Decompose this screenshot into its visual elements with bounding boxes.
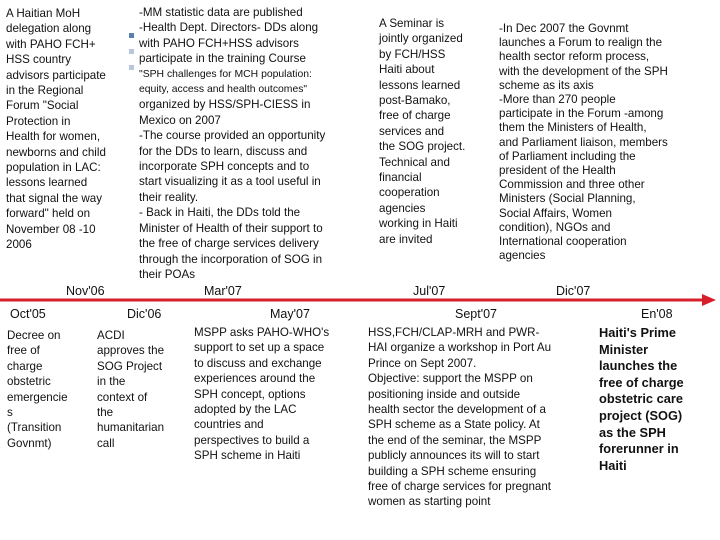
event-dic07: -In Dec 2007 the Govnmt launches a Forum to realign the health sector reform process, with the development of the SPH scheme as its axis -More than 270 people participate in the Forum -among them the Ministers of Health, and Parliament liaison, members of Parliament including the president of the Health Commission and three other Ministers (Social Planning, Social Affairs, Women condition), NGOs and International cooperation agencies (499, 22, 668, 263)
event-sept07: HSS,FCH/CLAP-MRH and PWR- HAI organize a workshop in Port Au Prince on Sept 2007. Objective: support the MSPP on positioning inside and outside health sector the development of a SPH scheme as a State policy. At the end of the seminar, the MSPP publicly announces its will to start building a SPH scheme ensuring free of charge services for pregnant women as starting point (368, 326, 552, 509)
event-en08: Haiti's Prime Minister launches the free of charge obstetric care project (SOG) as the SPH forerunner in Haiti (599, 325, 684, 473)
date-en08: En'08 (641, 307, 673, 321)
date-jul07: Jul'07 (413, 284, 446, 298)
date-dic07: Dic'07 (556, 284, 591, 298)
event-may07: MSPP asks PAHO-WHO's support to set up a space to discuss and exchange experiences around the SPH concept, options adopted by the LAC countries and perspectives to build a SPH scheme in Haiti (194, 326, 330, 463)
date-sept07: Sept'07 (455, 307, 498, 321)
bullet-icon (129, 33, 134, 38)
date-mar07: Mar'07 (204, 284, 242, 298)
event-mar07-part-a: -MM statistic data are published -Health Dept. Directors- DDs along with PAHO FCH+HSS advisors participate in the training Course (139, 6, 319, 66)
arrow-head-icon (702, 294, 716, 306)
bullet-icon (129, 49, 134, 54)
bullet-icon (129, 65, 134, 70)
date-oct05: Oct'05 (10, 307, 46, 321)
event-mar07-part-b: "SPH challenges for MCH population: equity, access and health outcomes" (139, 68, 312, 96)
date-may07: May'07 (270, 307, 310, 321)
event-mar07 (139, 5, 354, 282)
date-dic06: Dic'06 (127, 307, 162, 321)
event-jul07: A Seminar is jointly organized by FCH/HSS Haiti about lessons learned post-Bamako, free of charge services and the SOG project. Technical and financial cooperation agencies working in Haiti are invited (379, 17, 466, 246)
timeline-arrow (0, 294, 720, 306)
event-mar07-part-c: organized by HSS/SPH-CIESS in Mexico on 2007 -The course provided an opportunity for the DDs to learn, discuss and incorporate SPH concepts and to start visualizing it as a tool useful in their reality. - Back in Haiti, the DDs told the Minister of Health of their support to the free of charge services delivery through the incorporation of SOG in their POAs (139, 98, 326, 281)
event-dic06: ACDI approves the SOG Project in the context of the humanitarian call (97, 329, 165, 450)
date-nov06: Nov'06 (66, 284, 105, 298)
event-oct05: Decree on free of charge obstetric emergencie s (Transition Govnmt) (7, 329, 68, 450)
event-nov06: A Haitian MoH delegation along with PAHO FCH+ HSS country advisors participate in the Regional Forum "Social Protection in Health for women, newborns and child population in LAC: lessons learned that signal the way forward" held on November 08 -10 2006 (6, 7, 106, 252)
